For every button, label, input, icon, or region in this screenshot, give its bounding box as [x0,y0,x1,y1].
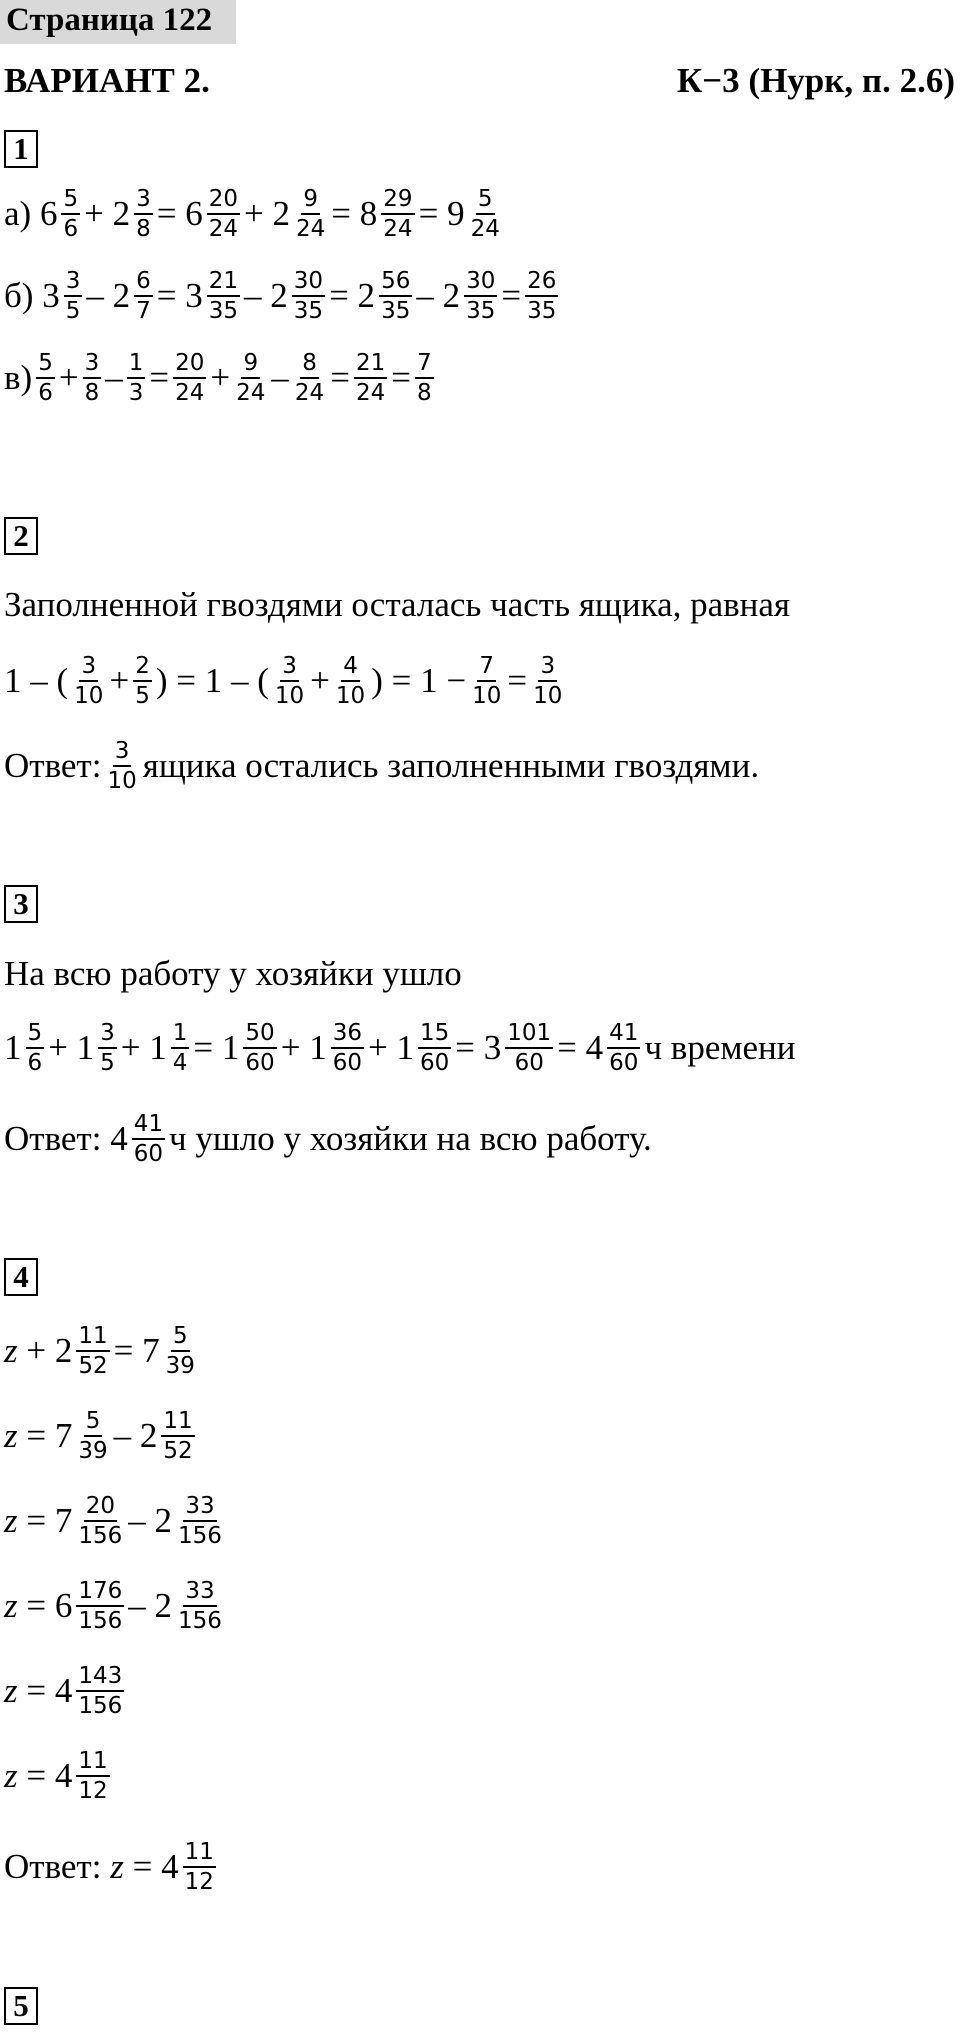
numerator: 30 [292,267,325,297]
answer-line [4,726,759,806]
numerator: 33 [183,1577,216,1607]
fraction [64,267,83,325]
denominator: 156 [178,1608,222,1634]
denominator: 156 [78,1693,123,1719]
numerator: 9 [241,349,260,379]
expression-text: 1 – ( [4,661,69,700]
fraction [354,349,387,407]
fraction [76,1662,124,1720]
numerator: 50 [243,1019,276,1049]
denominator: 24 [296,216,326,242]
expression-text: + 2 [244,194,291,233]
numerator: 33 [183,1492,216,1522]
expression-text: = 7 [113,1331,160,1370]
numerator: 5 [61,185,80,215]
numerator: 5 [171,1322,190,1352]
solution-line [4,1396,199,1476]
numerator: 5 [36,349,55,379]
fraction [273,652,306,710]
expression-text: + 1 [120,1028,167,1067]
denominator: 6 [38,380,53,406]
task-2-intro: Заполненной гвоздями осталась часть ящика, равная [4,585,791,624]
expression-text: = [149,358,170,397]
fraction [381,185,414,243]
expression-text: – [105,358,123,397]
denominator: 60 [514,1050,544,1076]
expression-text: б) 3 [4,276,60,315]
task-number-3: 3 [4,885,38,923]
expression-text: – [271,358,289,397]
task-3-intro: На всю работу у хозяйки ушло [4,954,462,993]
fraction [469,185,502,243]
expression-text: = 4 [17,1756,73,1795]
denominator: 156 [78,1608,123,1634]
expression-text: = 6 [17,1586,73,1625]
fraction [36,349,55,407]
expression-text: – 2 [416,276,461,315]
denominator: 35 [293,298,324,324]
numerator: 11 [183,1838,216,1868]
solution-line [4,641,568,721]
expression-text: а) 6 [4,194,58,233]
fraction [234,349,267,407]
fraction [164,1322,197,1380]
numerator: 3 [98,1019,117,1049]
fraction [176,1492,224,1550]
fraction [294,185,327,243]
denominator: 6 [63,216,79,242]
numerator: 3 [79,652,98,682]
solution-line [4,174,506,254]
fraction [183,1838,216,1896]
expression-text: = 4 [557,1028,604,1067]
fraction [61,185,80,243]
expression-text: = 1 [193,1028,240,1067]
denominator: 7 [136,298,151,324]
denominator: 24 [294,380,325,406]
numerator: 1 [127,349,146,379]
fraction [464,267,497,325]
denominator: 8 [136,216,151,242]
numerator: 5 [84,1407,103,1437]
variable: z [110,1847,124,1886]
fraction [133,652,152,710]
variable: z [4,1671,18,1710]
fraction [176,1577,224,1635]
denominator: 52 [163,1438,193,1464]
expression-text: ) = 1 – ( [155,661,269,700]
numerator: 3 [134,185,153,215]
expression-text: = [501,276,522,315]
numerator: 2 [133,652,152,682]
numerator: 101 [505,1019,553,1049]
numerator: 3 [280,652,299,682]
fraction [334,652,367,710]
fraction [171,1019,190,1077]
denominator: 24 [208,216,239,242]
expression-text: = 8 [331,194,378,233]
numerator: 143 [76,1662,124,1692]
denominator: 156 [178,1523,222,1549]
expression-text: Ответ: [4,746,102,785]
denominator: 10 [335,683,366,709]
denominator: 39 [165,1353,195,1379]
expression-text: + 1 [367,1028,414,1067]
numerator: 9 [301,185,320,215]
numerator: 176 [76,1577,124,1607]
expression-text: + 2 [84,194,131,233]
fraction [134,185,153,243]
denominator: 12 [78,1778,108,1804]
denominator: 24 [355,380,386,406]
fraction [26,1019,45,1077]
expression-text: ящика остались заполненными гвоздями. [142,746,760,785]
expression-text: 1 [4,1028,22,1067]
task-number-2: 2 [4,517,38,555]
solution-line [4,256,562,336]
fraction [98,1019,117,1077]
numerator: 29 [381,185,414,215]
fraction [76,1407,109,1465]
expression-text: ) = 1 − [371,661,467,700]
expression-text: + 1 [48,1028,95,1067]
expression-text: + [109,661,130,700]
fraction [331,1019,364,1077]
fraction [76,1492,124,1550]
task-number-4: 4 [4,1258,38,1296]
denominator: 35 [208,298,239,324]
expression-text: + [210,358,231,397]
expression-text: = 3 [455,1028,502,1067]
fraction [173,349,206,407]
answer-line [4,1099,652,1179]
solution-line [4,338,438,418]
numerator: 11 [76,1747,109,1777]
expression-text: – 2 [128,1586,173,1625]
numerator: 36 [331,1019,364,1049]
numerator: 3 [113,737,132,767]
denominator: 24 [236,380,266,406]
denominator: 8 [416,380,432,406]
numerator: 21 [354,349,387,379]
solution-line [4,1311,201,1391]
expression-text: = [507,661,528,700]
fraction [243,1019,276,1077]
solution-line [4,1008,796,1088]
numerator: 26 [525,267,558,297]
denominator: 10 [274,683,305,709]
denominator: 4 [172,1050,188,1076]
variable: z [4,1331,18,1370]
variant-heading: ВАРИАНТ 2. [4,61,210,100]
fraction [470,652,503,710]
denominator: 5 [100,1050,115,1076]
variable: z [4,1416,18,1455]
fraction [76,1577,124,1635]
fraction [83,349,102,407]
denominator: 24 [175,380,205,406]
expression-text: + 2 [17,1331,73,1370]
expression-text: = 6 [156,194,203,233]
expression-text: = 7 [17,1416,73,1455]
denominator: 10 [472,683,502,709]
task-number-5: 5 [4,1987,38,2025]
denominator: 60 [419,1050,450,1076]
fraction [292,267,325,325]
fraction [531,652,564,710]
solution-line [4,1481,228,1561]
numerator: 5 [476,185,495,215]
expression-text: + [310,661,330,700]
expression-text: = 4 [123,1847,179,1886]
denominator: 5 [65,298,81,324]
denominator: 60 [245,1050,275,1076]
expression-text: ч времени [644,1028,796,1067]
fraction [134,267,153,325]
expression-text: в) [4,358,33,397]
fraction [415,349,434,407]
denominator: 10 [533,683,563,709]
numerator: 3 [83,349,102,379]
expression-text: = 7 [17,1501,73,1540]
expression-text: Ответ: [4,1847,111,1886]
numerator: 3 [538,652,557,682]
denominator: 24 [383,216,413,242]
expression-text: = 4 [17,1671,73,1710]
numerator: 56 [379,267,412,297]
numerator: 4 [341,652,360,682]
denominator: 39 [78,1438,108,1464]
expression-text: = 3 [156,276,203,315]
denominator: 5 [135,683,150,709]
denominator: 3 [128,380,144,406]
test-code: К−3 (Нурк, п. 2.6) [676,61,955,100]
denominator: 24 [470,216,500,242]
solution-line [4,1566,228,1646]
numerator: 30 [464,267,497,297]
numerator: 5 [26,1019,45,1049]
solution-line [4,1736,114,1816]
expression-text: = 2 [329,276,376,315]
denominator: 60 [133,1141,163,1167]
denominator: 60 [609,1050,639,1076]
expression-text: – 2 [86,276,131,315]
fraction [132,1110,165,1168]
denominator: 35 [381,298,411,324]
denominator: 60 [332,1050,362,1076]
numerator: 3 [64,267,83,297]
page-title: Страница 122 [0,0,236,44]
fraction [207,267,240,325]
expression-text: Ответ: 4 [4,1119,128,1158]
variable: z [4,1501,18,1540]
denominator: 12 [184,1869,214,1895]
denominator: 8 [84,380,100,406]
expression-text: + 1 [280,1028,327,1067]
variable: z [4,1756,18,1795]
numerator: 1 [171,1019,190,1049]
numerator: 7 [477,652,496,682]
expression-text: = 9 [418,194,465,233]
expression-text: + [58,358,79,397]
fraction [76,1322,109,1380]
denominator: 10 [74,683,104,709]
denominator: 35 [527,298,557,324]
expression-text: ч ушло у хозяйки на всю работу. [168,1119,652,1158]
denominator: 156 [78,1523,123,1549]
answer-line [4,1827,220,1907]
numerator: 21 [207,267,240,297]
fraction [505,1019,553,1077]
denominator: 52 [78,1353,108,1379]
numerator: 7 [415,349,434,379]
variable: z [4,1586,18,1625]
expression-text: – 2 [113,1416,158,1455]
fraction [525,267,558,325]
numerator: 8 [300,349,319,379]
numerator: 20 [173,349,206,379]
numerator: 6 [134,267,153,297]
denominator: 6 [27,1050,43,1076]
expression-text: = [330,358,350,397]
numerator: 41 [132,1110,165,1140]
numerator: 41 [607,1019,640,1049]
fraction [207,185,240,243]
denominator: 10 [107,768,137,794]
numerator: 15 [418,1019,451,1049]
numerator: 20 [207,185,240,215]
fraction [105,737,138,795]
expression-text: – 2 [244,276,288,315]
task-number-1: 1 [4,130,38,168]
fraction [161,1407,194,1465]
numerator: 11 [161,1407,194,1437]
fraction [127,349,146,407]
expression-text: = [391,358,411,397]
numerator: 20 [84,1492,117,1522]
expression-text: – 2 [128,1501,173,1540]
fraction [418,1019,451,1077]
fraction [72,652,105,710]
denominator: 35 [466,298,496,324]
solution-line [4,1651,128,1731]
fraction [607,1019,640,1077]
fraction [293,349,326,407]
fraction [379,267,412,325]
fraction [76,1747,109,1805]
numerator: 11 [76,1322,109,1352]
